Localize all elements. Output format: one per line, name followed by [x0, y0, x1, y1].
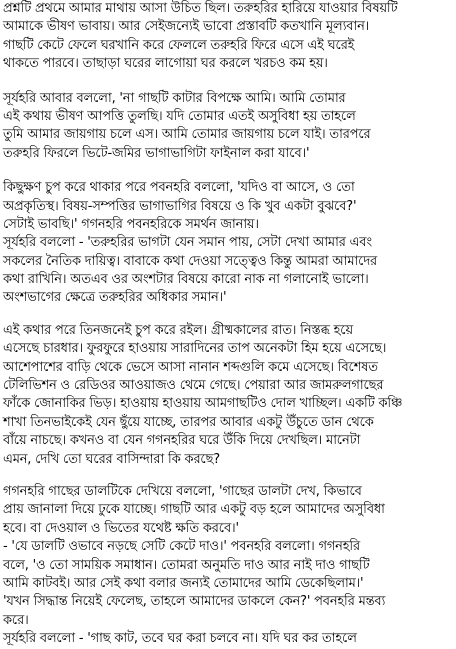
paragraph — [3, 322, 454, 469]
text-line: বাঁয়ে নাচছে। কখনও বা যেন গগনহরির ঘরে উঁকি দিয়ে দেখছিল। মানেটা — [3, 433, 361, 449]
text-line: কিছুক্ষণ চুপ করে থাকার পরে পবনহরি বললো, 'যদিও বা আসে, ও তো — [3, 180, 355, 196]
paragraph — [3, 179, 454, 308]
text-line: শাখা তিনভাইকেই যেন ছুঁয়ে যাচ্ছে, তারপর আবার একটু উঁচুতে ডান থেকে — [3, 414, 374, 430]
text-line: তুমি আমার জায়গায় চলে এস। আমি তোমার জায়গায় চলে যাই। তারপরে — [3, 127, 371, 143]
text-line: কথা রাখিনি। অতএব ওর অংশটার বিষয়ে কারো নাক না গলানোই ভালো। — [3, 272, 369, 288]
text-line: থাকতে পারবে। তাছাড়া ঘরের লাগোয়া ঘর করলে খরচও কম হয়। — [3, 56, 328, 72]
text-line: এই কথার পরে তিনজনেই চুপ করে রইল। গ্রীষ্মকালের রাত। নিস্তব্ধ হয়ে — [3, 322, 353, 338]
text-line: 'যখন সিদ্ধান্ত নিয়েই ফেলেছ, তাহলে আমাদের ডাকলে কেন?' পবনহরি মন্তব্য — [3, 594, 386, 610]
paragraph — [3, 0, 454, 74]
paragraph — [3, 483, 454, 649]
text-line: এমন, দেখি তো ঘরের বাসিন্দারা কি করছে? — [3, 451, 221, 467]
text-line: সূর্যহরি বললো - 'গাছ কাট, তবে ঘর করা চলবে না। যদি ঘর কর তাহলে — [3, 631, 357, 647]
text-line: ফাঁকে জোনাকির ভিড়। হাওয়ায় হাওয়ায় আমগাছটিও দোল খাচ্ছিল। একটি কঞ্চি — [3, 396, 403, 412]
text-line: আমি কাটবই। আর সেই কথা বলার জন্যই তোমাদের আমি ডেকেছিলাম।' — [3, 575, 364, 591]
document-page — [3, 0, 454, 647]
text-line: সকলের নৈতিক দায়িত্ব। বাবাকে কথা দেওয়া সত্ত্বেও কিন্তু আমরা আমাদের — [3, 253, 377, 269]
text-line: এসেছে চারধার। ফুরফুরে হাওয়ায় সারাদিনের তাপ অনেকটা হিম হয়ে এসেছে। — [3, 341, 387, 357]
text-line: প্রশ্নটি প্রথমে আমার মাথায় আসা উচিত ছিল। তরুহরির হারিয়ে যাওয়ার বিষয়টি — [3, 1, 398, 16]
text-line: হবে। বা দেওয়াল ও ভিতের যথেষ্ট ক্ষতি করবে।' — [3, 520, 239, 536]
text-line: বলে, 'ও তো সাময়িক সমাধান। তোমরা অনুমতি দাও আর নাই দাও গাছটি — [3, 557, 370, 573]
text-line: আমাকে ভীষণ ভাবায়। আর সেইজন্যেই ভাবো প্রস্তাবটি কতখানি মূল্যবান। — [3, 19, 370, 35]
text-line: করে। — [3, 612, 29, 628]
text-line: গাছটি কেটে ফেলে ঘরখানি করে ফেললে তরুহরি ফিরে এসে এই ঘরেই — [3, 37, 355, 53]
text-line: তরুহরি ফিরলে ভিটে-জমির ভাগাভাগিটা ফাইনাল করা যাবে।' — [3, 145, 310, 161]
text-line: এই কথায় ভীষণ আপত্তি তুলছি। যদি তোমার এতই অসুবিধা হয় তাহলে — [3, 108, 356, 124]
text-line: সূর্যহরি আবার বললো, 'না গাছটি কাটার বিপক্ষে আমি। আমি তোমার — [3, 90, 346, 106]
text-line: সূর্যহরি বললো - 'তরুহরির ভাগটা যেন সমান পায়, সেটা দেখা আমার এবং — [3, 235, 372, 251]
text-line: টেলিভিশন ও রেডিওর আওয়াজও থেমে গেছে। পেয়ারা আর জামরুলগাছের — [3, 378, 384, 394]
paragraph — [3, 90, 454, 164]
text-line: প্রায় জানালা দিয়ে ঢুকে যাচ্ছে। গাছটি আর একটু বড় হলে আমাদের অসুবিধা — [3, 502, 385, 518]
text-line: আশেপাশের বাড়ি থেকে ভেসে আসা নানান শব্দগুলি কমে এসেছে। বিশেষত — [3, 359, 378, 375]
text-line: সেটাই ভাবছি।' গগনহরি পবনহরিকে সমর্থন জানায়। — [3, 216, 259, 232]
text-line: অপ্রকৃতিস্থ। বিষয়-সম্পত্তির ভাগাভাগির বিষয়ে ও কি খুব একটা বুঝবে?' — [3, 198, 357, 214]
text-line: - 'যে ডালটি ওভাবে নড়ছে সেটি কেটে দাও।' পবনহরি বললো। গগনহরি — [3, 539, 361, 555]
text-line: গগনহরি গাছের ডালটিকে দেখিয়ে বললো, 'গাছের ডালটা দেখ, কিভাবে — [3, 483, 362, 499]
text-line: অংশভাগের ক্ষেত্রে তরুহরির অধিকার সমান।' — [3, 290, 227, 306]
